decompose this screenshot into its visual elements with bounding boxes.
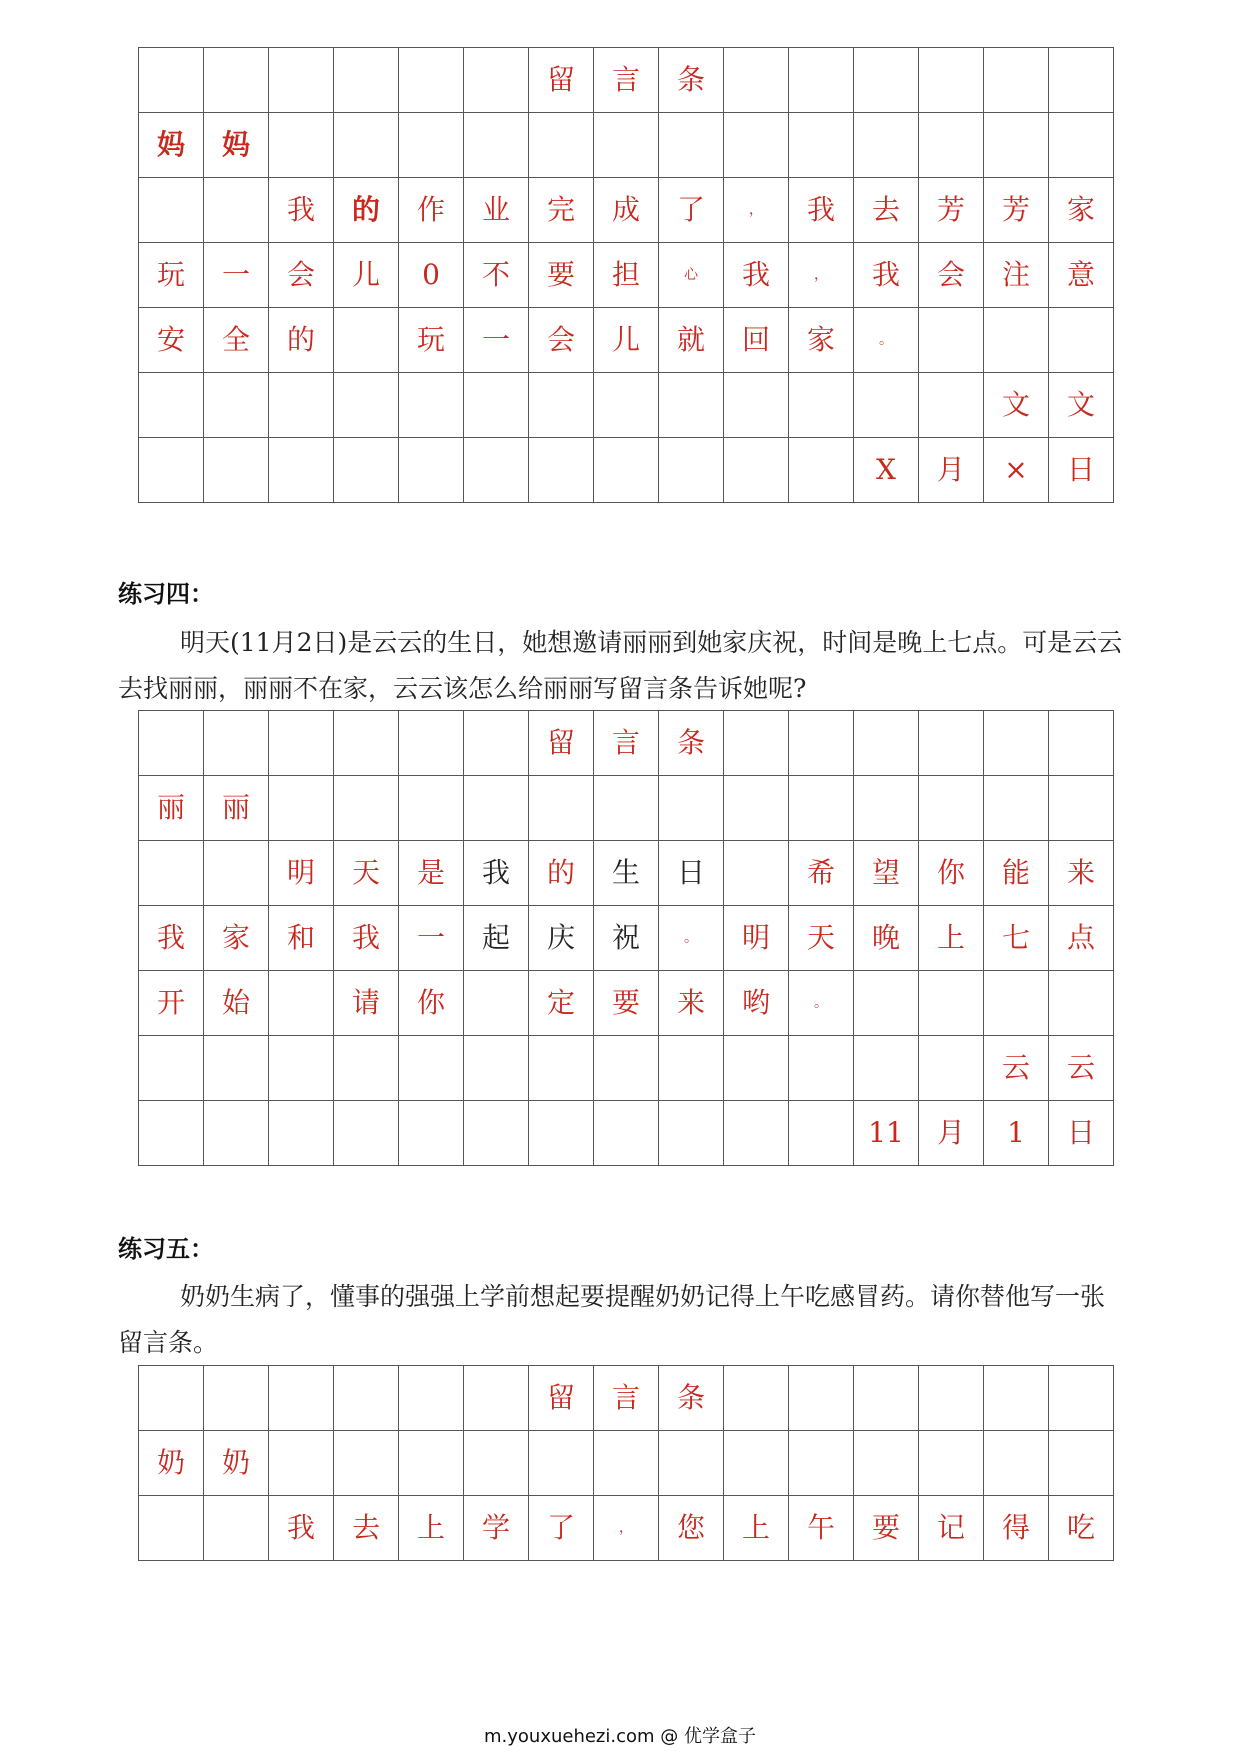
grid-cell <box>789 1366 854 1431</box>
grid-cell <box>139 841 204 906</box>
grid-cell <box>724 438 789 503</box>
grid-cell <box>1049 971 1114 1036</box>
grid-cell: 回 <box>724 308 789 373</box>
grid-cell <box>139 1496 204 1561</box>
grid-cell: 家 <box>204 906 269 971</box>
grid-row <box>139 308 1114 373</box>
grid-cell <box>464 1101 529 1166</box>
grid-cell <box>594 776 659 841</box>
grid-cell <box>984 971 1049 1036</box>
grid-cell: 心 <box>659 243 724 308</box>
grid-cell: 你 <box>399 971 464 1036</box>
grid-cell <box>854 1036 919 1101</box>
grid-cell <box>464 48 529 113</box>
grid-cell <box>789 1036 854 1101</box>
grid-cell: 言 <box>594 48 659 113</box>
grid-cell: 开 <box>139 971 204 1036</box>
grid-cell: 丽 <box>204 776 269 841</box>
grid-cell <box>724 1366 789 1431</box>
grid-cell: 儿 <box>334 243 399 308</box>
grid-cell: 吃 <box>1049 1496 1114 1561</box>
grid-cell <box>854 971 919 1036</box>
grid-cell <box>529 1101 594 1166</box>
grid-cell: 芳 <box>919 178 984 243</box>
grid-cell: 1 <box>984 1101 1049 1166</box>
grid-cell: 的 <box>529 841 594 906</box>
grid-cell: 云 <box>984 1036 1049 1101</box>
grid-cell <box>204 178 269 243</box>
grid-cell <box>139 438 204 503</box>
grid-cell <box>334 438 399 503</box>
answer-grid-exercise4 <box>138 710 1114 1166</box>
grid-cell: 望 <box>854 841 919 906</box>
grid-cell <box>854 711 919 776</box>
grid-cell: 言 <box>594 1366 659 1431</box>
grid-cell: 上 <box>724 1496 789 1561</box>
grid-cell: 注 <box>984 243 1049 308</box>
grid-cell: 来 <box>1049 841 1114 906</box>
grid-row <box>139 1496 1114 1561</box>
grid-row <box>139 711 1114 776</box>
grid-cell <box>334 48 399 113</box>
grid-row <box>139 1366 1114 1431</box>
grid-cell <box>204 373 269 438</box>
grid-cell <box>724 1431 789 1496</box>
grid-row <box>139 373 1114 438</box>
grid-cell: 请 <box>334 971 399 1036</box>
grid-cell: 天 <box>334 841 399 906</box>
grid-cell: 文 <box>1049 373 1114 438</box>
grid-cell: 奶 <box>139 1431 204 1496</box>
grid-cell <box>529 1431 594 1496</box>
grid-cell <box>1049 308 1114 373</box>
grid-cell <box>269 971 334 1036</box>
grid-cell: 七 <box>984 906 1049 971</box>
exercise4-prompt: 明天(11月2日)是云云的生日，她想邀请丽丽到她家庆祝，时间是晚上七点。可是云云去找丽丽，丽丽不在家，云云该怎么给丽丽写留言条告诉她呢? <box>118 628 1123 703</box>
grid-cell <box>1049 1366 1114 1431</box>
grid-cell: 留 <box>529 1366 594 1431</box>
grid-cell <box>399 1366 464 1431</box>
grid-cell: 玩 <box>399 308 464 373</box>
grid-cell <box>399 711 464 776</box>
exercise5-prompt: 奶奶生病了，懂事的强强上学前想起要提醒奶奶记得上午吃感冒药。请你替他写一张留言条。 <box>118 1282 1106 1357</box>
grid-row <box>139 243 1114 308</box>
grid-cell <box>724 776 789 841</box>
grid-cell: 我 <box>269 178 334 243</box>
grid-cell <box>724 373 789 438</box>
grid-cell <box>269 711 334 776</box>
grid-cell <box>789 711 854 776</box>
grid-row <box>139 438 1114 503</box>
grid-cell <box>204 1366 269 1431</box>
grid-cell: 我 <box>269 1496 334 1561</box>
grid-cell <box>919 776 984 841</box>
grid-cell: 您 <box>659 1496 724 1561</box>
grid-cell <box>854 373 919 438</box>
grid-cell: 哟 <box>724 971 789 1036</box>
grid-cell: 上 <box>919 906 984 971</box>
grid-cell: 记 <box>919 1496 984 1561</box>
grid-cell <box>854 1431 919 1496</box>
grid-cell <box>984 711 1049 776</box>
grid-cell <box>529 776 594 841</box>
grid-cell <box>789 48 854 113</box>
grid-cell: 上 <box>399 1496 464 1561</box>
grid-cell: 条 <box>659 711 724 776</box>
grid-cell <box>789 1101 854 1166</box>
grid-cell <box>984 1431 1049 1496</box>
grid-cell: 月 <box>919 1101 984 1166</box>
grid-cell: 希 <box>789 841 854 906</box>
grid-cell: 儿 <box>594 308 659 373</box>
grid-cell <box>854 48 919 113</box>
grid-cell: 是 <box>399 841 464 906</box>
grid-cell <box>724 711 789 776</box>
grid-cell <box>204 1101 269 1166</box>
grid-cell: 。 <box>659 906 724 971</box>
grid-cell <box>464 1366 529 1431</box>
grid-cell: 11 <box>854 1101 919 1166</box>
grid-cell <box>399 373 464 438</box>
grid-cell <box>269 1101 334 1166</box>
grid-cell: 起 <box>464 906 529 971</box>
grid-cell: 我 <box>139 906 204 971</box>
grid-cell <box>334 1101 399 1166</box>
grid-cell: 明 <box>724 906 789 971</box>
grid-cell <box>1049 1431 1114 1496</box>
grid-cell <box>659 1036 724 1101</box>
grid-cell: 会 <box>919 243 984 308</box>
grid-cell: 留 <box>529 711 594 776</box>
grid-cell <box>724 1036 789 1101</box>
grid-cell <box>984 48 1049 113</box>
grid-cell <box>594 1036 659 1101</box>
grid-cell <box>984 308 1049 373</box>
grid-cell: 会 <box>529 308 594 373</box>
grid-cell <box>464 113 529 178</box>
grid-cell <box>919 1431 984 1496</box>
grid-cell: 你 <box>919 841 984 906</box>
grid-cell <box>984 1366 1049 1431</box>
grid-cell <box>334 1036 399 1101</box>
grid-cell: 我 <box>334 906 399 971</box>
grid-cell <box>919 971 984 1036</box>
grid-cell <box>464 711 529 776</box>
grid-cell <box>269 1366 334 1431</box>
grid-cell <box>334 113 399 178</box>
grid-cell: 要 <box>529 243 594 308</box>
grid-cell: X <box>854 438 919 503</box>
grid-cell: 文 <box>984 373 1049 438</box>
grid-cell <box>594 113 659 178</box>
grid-cell <box>1049 776 1114 841</box>
grid-cell <box>269 373 334 438</box>
grid-cell <box>1049 711 1114 776</box>
grid-cell: 不 <box>464 243 529 308</box>
grid-cell: 家 <box>1049 178 1114 243</box>
grid-cell <box>204 711 269 776</box>
grid-cell <box>269 48 334 113</box>
grid-cell <box>464 1036 529 1101</box>
grid-cell <box>139 1366 204 1431</box>
grid-cell: 。 <box>789 971 854 1036</box>
grid-cell <box>984 776 1049 841</box>
grid-cell: 玩 <box>139 243 204 308</box>
footer-watermark: m.youxuehezi.com @ 优学盒子 <box>483 1726 756 1747</box>
grid-cell <box>269 776 334 841</box>
grid-cell <box>269 1431 334 1496</box>
grid-cell: 0 <box>399 243 464 308</box>
grid-cell <box>269 113 334 178</box>
grid-cell: ， <box>789 243 854 308</box>
grid-cell <box>919 48 984 113</box>
grid-cell <box>529 373 594 438</box>
grid-cell <box>139 178 204 243</box>
grid-cell: 始 <box>204 971 269 1036</box>
grid-cell: 言 <box>594 711 659 776</box>
grid-cell: 祝 <box>594 906 659 971</box>
exercise4-heading: 练习四： <box>118 580 214 608</box>
answer-grid-exercise5 <box>138 1365 1114 1561</box>
grid-cell <box>724 841 789 906</box>
grid-row <box>139 1036 1114 1101</box>
grid-cell: 一 <box>204 243 269 308</box>
grid-cell <box>529 438 594 503</box>
grid-cell <box>529 113 594 178</box>
grid-cell <box>724 1101 789 1166</box>
grid-cell <box>139 711 204 776</box>
grid-row <box>139 841 1114 906</box>
grid-cell <box>139 48 204 113</box>
grid-cell <box>529 1036 594 1101</box>
grid-cell <box>984 113 1049 178</box>
grid-cell: 得 <box>984 1496 1049 1561</box>
grid-cell <box>139 1036 204 1101</box>
grid-cell: 庆 <box>529 906 594 971</box>
grid-cell <box>594 438 659 503</box>
grid-cell <box>594 1101 659 1166</box>
grid-cell: 生 <box>594 841 659 906</box>
grid-cell: 一 <box>464 308 529 373</box>
grid-cell <box>399 1431 464 1496</box>
grid-cell <box>399 776 464 841</box>
grid-cell: 丽 <box>139 776 204 841</box>
grid-cell <box>659 373 724 438</box>
grid-row <box>139 906 1114 971</box>
grid-cell <box>464 438 529 503</box>
grid-cell: 我 <box>464 841 529 906</box>
grid-cell: 安 <box>139 308 204 373</box>
grid-cell: 要 <box>594 971 659 1036</box>
grid-row <box>139 776 1114 841</box>
grid-cell <box>724 113 789 178</box>
grid-row <box>139 1431 1114 1496</box>
grid-cell: 日 <box>659 841 724 906</box>
grid-cell: 会 <box>269 243 334 308</box>
grid-cell <box>399 113 464 178</box>
grid-cell: 一 <box>399 906 464 971</box>
grid-cell <box>334 373 399 438</box>
grid-cell <box>399 1101 464 1166</box>
grid-cell <box>204 438 269 503</box>
grid-cell <box>334 711 399 776</box>
grid-cell: 了 <box>529 1496 594 1561</box>
grid-cell: 日 <box>1049 1101 1114 1166</box>
grid-cell: 条 <box>659 1366 724 1431</box>
grid-row <box>139 971 1114 1036</box>
grid-cell: 奶 <box>204 1431 269 1496</box>
grid-row <box>139 113 1114 178</box>
grid-cell: 担 <box>594 243 659 308</box>
grid-cell <box>594 373 659 438</box>
grid-cell: 。 <box>854 308 919 373</box>
grid-cell: 成 <box>594 178 659 243</box>
grid-cell <box>919 308 984 373</box>
grid-cell: 能 <box>984 841 1049 906</box>
grid-cell: 明 <box>269 841 334 906</box>
grid-cell: 业 <box>464 178 529 243</box>
grid-cell <box>269 438 334 503</box>
grid-cell <box>789 113 854 178</box>
grid-cell <box>464 776 529 841</box>
grid-cell: 来 <box>659 971 724 1036</box>
grid-cell: 学 <box>464 1496 529 1561</box>
grid-cell <box>919 373 984 438</box>
grid-cell <box>659 113 724 178</box>
grid-cell: 定 <box>529 971 594 1036</box>
grid-cell <box>334 776 399 841</box>
grid-cell <box>139 1101 204 1166</box>
grid-cell <box>204 841 269 906</box>
grid-cell <box>854 113 919 178</box>
grid-cell <box>1049 48 1114 113</box>
grid-cell: 妈 <box>204 113 269 178</box>
grid-cell <box>464 971 529 1036</box>
grid-cell: 我 <box>724 243 789 308</box>
grid-cell <box>334 1431 399 1496</box>
grid-cell <box>269 1036 334 1101</box>
grid-cell <box>204 48 269 113</box>
grid-cell: ， <box>594 1496 659 1561</box>
grid-cell: 芳 <box>984 178 1049 243</box>
grid-cell: 晚 <box>854 906 919 971</box>
grid-row <box>139 1101 1114 1166</box>
grid-cell <box>594 1431 659 1496</box>
grid-cell <box>659 438 724 503</box>
grid-cell: 我 <box>789 178 854 243</box>
grid-cell: 条 <box>659 48 724 113</box>
grid-cell: × <box>984 438 1049 503</box>
grid-cell: 留 <box>529 48 594 113</box>
grid-cell: 日 <box>1049 438 1114 503</box>
grid-cell: 月 <box>919 438 984 503</box>
grid-cell <box>204 1496 269 1561</box>
grid-cell <box>334 308 399 373</box>
grid-cell: 完 <box>529 178 594 243</box>
exercise5-heading: 练习五： <box>118 1235 214 1263</box>
grid-cell <box>659 1431 724 1496</box>
grid-cell: 去 <box>854 178 919 243</box>
grid-cell: 天 <box>789 906 854 971</box>
grid-cell <box>919 113 984 178</box>
grid-cell: 去 <box>334 1496 399 1561</box>
grid-cell: 午 <box>789 1496 854 1561</box>
grid-cell <box>919 1036 984 1101</box>
grid-cell <box>789 438 854 503</box>
grid-cell <box>1049 113 1114 178</box>
grid-cell <box>464 1431 529 1496</box>
grid-cell <box>854 1366 919 1431</box>
grid-cell: ， <box>724 178 789 243</box>
grid-cell: 就 <box>659 308 724 373</box>
grid-cell: 和 <box>269 906 334 971</box>
grid-cell: 全 <box>204 308 269 373</box>
grid-cell: 我 <box>854 243 919 308</box>
grid-cell <box>789 1431 854 1496</box>
grid-cell: 要 <box>854 1496 919 1561</box>
grid-row <box>139 178 1114 243</box>
grid-cell <box>724 48 789 113</box>
grid-cell: 妈 <box>139 113 204 178</box>
grid-cell: 云 <box>1049 1036 1114 1101</box>
grid-cell: 的 <box>334 178 399 243</box>
grid-row <box>139 48 1114 113</box>
grid-cell <box>854 776 919 841</box>
grid-cell <box>399 438 464 503</box>
grid-cell <box>464 373 529 438</box>
grid-cell <box>399 1036 464 1101</box>
grid-cell <box>399 48 464 113</box>
grid-cell: 作 <box>399 178 464 243</box>
grid-cell: 意 <box>1049 243 1114 308</box>
grid-cell <box>919 1366 984 1431</box>
grid-cell <box>204 1036 269 1101</box>
grid-cell <box>659 776 724 841</box>
answer-grid-exercise3 <box>138 47 1114 503</box>
grid-cell: 家 <box>789 308 854 373</box>
grid-cell: 点 <box>1049 906 1114 971</box>
grid-cell: 的 <box>269 308 334 373</box>
grid-cell <box>789 776 854 841</box>
grid-cell: 了 <box>659 178 724 243</box>
grid-cell <box>789 373 854 438</box>
grid-cell <box>139 373 204 438</box>
grid-cell <box>334 1366 399 1431</box>
grid-cell <box>919 711 984 776</box>
grid-cell <box>659 1101 724 1166</box>
